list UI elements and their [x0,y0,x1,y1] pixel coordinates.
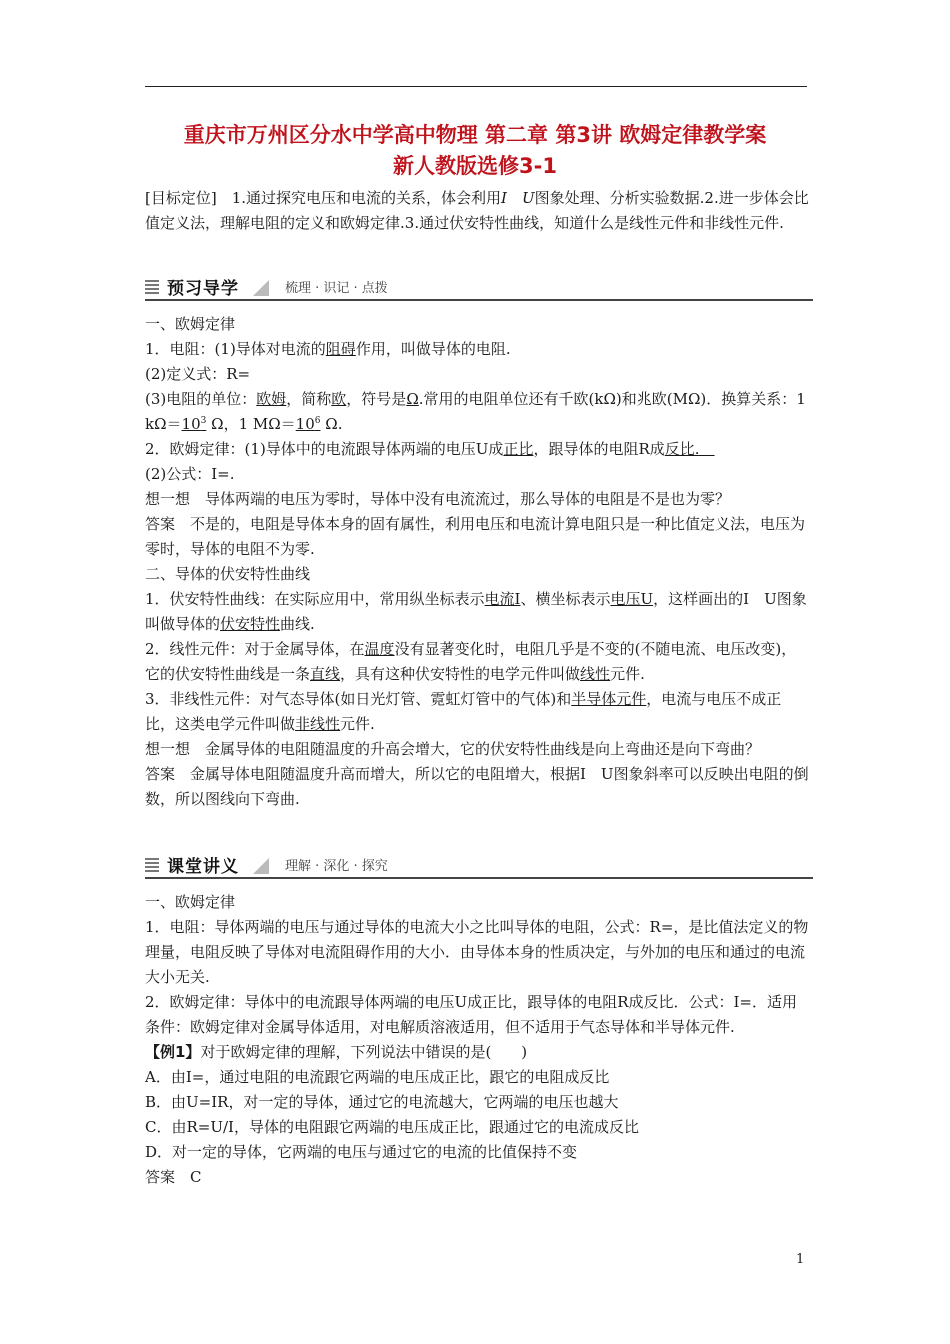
para-nonlinear: 3．非线性元件：对气态导体(如日光灯管、霓虹灯管中的气体)和半导体元件，电流与电压不成正比，这类电学元件叫做非线性元件. [145,690,782,733]
section-banner-preview [145,276,813,302]
banner-triangle-icon [253,280,269,296]
objectives-text2: 图象处理、分析实验数据.2.进一步体会比值定义法，理解电阻的定义和欧姆定律.3.通过伏安特性曲线，知道什么是线性元件和非线性元件. [145,189,809,232]
example-1 [145,1040,810,1065]
heading-ohms-law-2: 一、欧姆定律 [145,893,236,911]
para-ohms-law: 2．欧姆定律：(1)导体中的电流跟导体两端的电压U成正比，跟导体的电阻R成反比. [145,440,715,458]
top-rule [145,86,807,87]
heading-iv-curve: 二、导体的伏安特性曲线 [145,565,311,583]
banner-stripes-icon [145,280,159,296]
think-question-1: 想一想 导体两端的电压为零时，导体中没有电流流过，那么导体的电阻是不是也为零？ [145,490,731,508]
doc-title-line1: 重庆市万州区分水中学高中物理 第二章 第3讲 欧姆定律教学案 [183,123,767,147]
lecture-para-resistance: 1．电阻：导体两端的电压与通过导体的电流大小之比叫导体的电阻，公式：R=，是比值法定义的物理量，电阻反映了导体对电流阻碍作用的大小．由导体本身的性质决定，与外加的电压和通过的电流大小无关. [145,918,809,986]
objectives-label: [目标定位] [145,189,217,207]
option-d: D．对一定的导体，它两端的电压与通过它的电流的比值保持不变 [145,1143,578,1161]
section-banner-lecture [145,854,813,880]
option-b: B．由U=IR，对一定的导体，通过它的电流越大，它两端的电压也越大 [145,1093,619,1111]
objectives-iu: I U [501,189,535,207]
option-c: C．由R=U/I，导体的电阻跟它两端的电压成正比，跟通过它的电流成反比 [145,1118,639,1136]
banner-rule [145,877,813,879]
banner-subtitle: 梳理 · 识记 · 点拨 [285,281,388,296]
banner-stripes-icon [145,858,159,874]
doc-title-line2: 新人教版选修3-1 [393,154,557,178]
example-answer: 答案 C [145,1168,202,1186]
preview-section [145,312,810,812]
think-question-2: 想一想 金属导体的电阻随温度的升高会增大，它的伏安特性曲线是向上弯曲还是向下弯曲？ [145,740,761,758]
answer-2: 答案 金属导体电阻随温度升高而增大，所以它的电阻增大，根据I U图象斜率可以反映出电阻的倒数，所以图线向下弯曲. [145,765,809,808]
example-label: 【例1】 [145,1043,201,1061]
banner-subtitle: 理解 · 深化 · 探究 [285,859,388,874]
option-a: A．由I=，通过电阻的电流跟它两端的电压成正比，跟它的电阻成反比 [145,1068,610,1086]
heading-ohms-law: 一、欧姆定律 [145,315,236,333]
para-formula: (2)公式：I=. [145,465,235,483]
lecture-section [145,890,810,1190]
lecture-para-ohms-law: 2．欧姆定律：导体中的电流跟导体两端的电压U成正比，跟导体的电阻R成反比．公式：I=．适用条件：欧姆定律对金属导体适用，对电解质溶液适用，但不适用于气态导体和半导体元件. [145,993,797,1036]
objectives-text: 1.通过探究电压和电流的关系，体会利用 [216,189,502,207]
banner-rule [145,299,813,301]
banner-triangle-icon [253,858,269,874]
objectives [145,186,810,236]
banner-title: 课堂讲义 [167,857,239,877]
answer-1: 答案 不是的，电阻是导体本身的固有属性，利用电压和电流计算电阻只是一种比值定义法，电压为零时，导体的电阻不为零. [145,515,806,558]
para-unit: (3)电阻的单位：欧姆，简称欧，符号是Ω.常用的电阻单位还有千欧(kΩ)和兆欧(MΩ)．换算关系：1 $k\Omega=10^3$ Ω，1 $M\Omega=10^6$ Ω. [145,390,806,433]
para-iv-curve: 1．伏安特性曲线：在实际应用中，常用纵坐标表示电流I、横坐标表示电压U，这样画出的I U图象叫做导体的伏安特性曲线. [145,590,807,633]
para-linear: 2．线性元件：对于金属导体，在温度没有显著变化时，电阻几乎是不变的(不随电流、电压改变)，它的伏安特性曲线是一条直线，具有这种伏安特性的电学元件叫做线性元件. [145,640,797,683]
example-question: 对于欧姆定律的理解，下列说法中错误的是( ) [200,1043,528,1061]
para-resistance: 1．电阻：(1)导体对电流的阻碍作用，叫做导体的电阻. [145,340,511,358]
banner-title: 预习导学 [167,279,239,299]
para-definition: (2)定义式：R= [145,365,251,383]
page-number: 1 [796,1252,805,1267]
